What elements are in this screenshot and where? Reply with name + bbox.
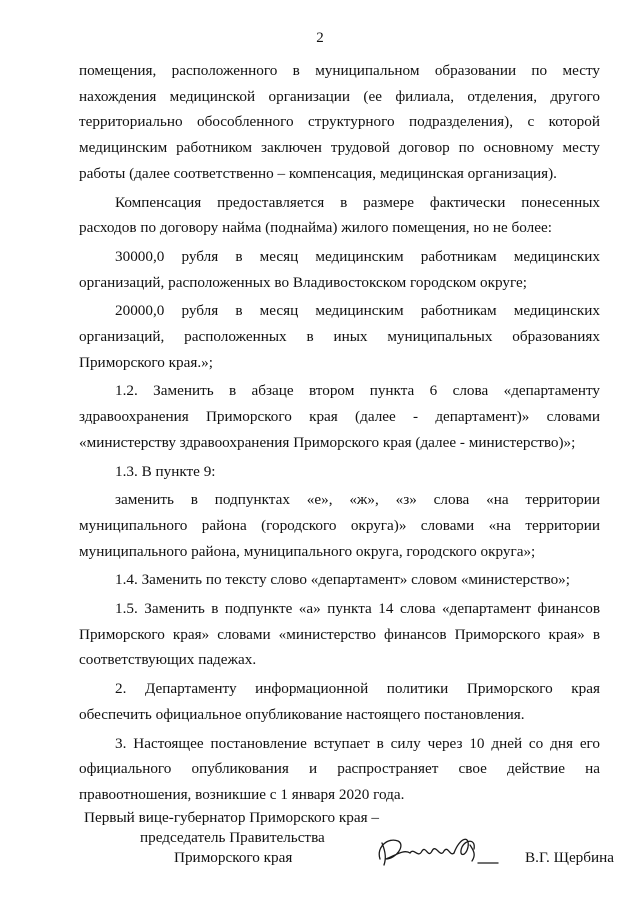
paragraph-item-1-5: 1.5. Заменить в подпункте «а» пункта 14 слова «департамент финансов Приморского края» словами «министерство финансов Приморского края» в соответствующих падежах. xyxy=(79,600,600,669)
document-body xyxy=(79,58,600,811)
signatory-title-line-2: председатель Правительства xyxy=(140,829,325,846)
paragraph-item-3: 3. Настоящее постановление вступает в силу через 10 дней со дня его официального опубликования и распространяет свое действие на правоотношения, возникшие с 1 января 2020 года. xyxy=(79,734,600,803)
paragraph-other-municipalities-rate: 20000,0 рубля в месяц медицинским работникам медицинских организаций, расположенных в иных муниципальных образованиях Приморского края.»; xyxy=(79,302,600,371)
signature-block xyxy=(84,807,614,877)
handwritten-signature xyxy=(374,829,504,873)
page-number: 2 xyxy=(316,30,324,46)
paragraph-housing-compensation-definition: помещения, расположенного в муниципальном образовании по месту нахождения медицинской организации (ее филиала, отделения, другого территориально обособленного структурного подразделения), с которой медицинским работником заключен трудовой договор по основному месту работы (далее соответственно – компенсация, медицинская организация). xyxy=(79,62,600,182)
paragraph-item-1-2: 1.2. Заменить в абзаце втором пункта 6 слова «департаменту здравоохранения Приморского края (далее - департамент)» словами «министерству здравоохранения Приморского края (далее - министерство)»; xyxy=(79,382,600,451)
paragraph-item-2: 2. Департаменту информационной политики Приморского края обеспечить официальное опубликование настоящего постановления. xyxy=(79,680,600,723)
paragraph-item-1-4: 1.4. Заменить по тексту слово «департамент» словом «министерство»; xyxy=(115,571,570,589)
paragraph-item-1-3: 1.3. В пункте 9: xyxy=(115,462,216,480)
signatory-name: В.Г. Щербина xyxy=(525,849,614,866)
signatory-title-line-1: Первый вице-губернатор Приморского края – xyxy=(84,809,379,826)
paragraph-vladivostok-rate: 30000,0 рубля в месяц медицинским работникам медицинских организаций, расположенных во Владивостокском городском округе; xyxy=(79,247,600,291)
paragraph-compensation-amount: Компенсация предоставляется в размере фактически понесенных расходов по договору найма (поднайма) жилого помещения, но не более: xyxy=(79,193,600,237)
paragraph-item-1-3-replace: заменить в подпунктах «е», «ж», «з» слова «на территории муниципального района (городского округа)» словами «на территории муниципального района, муниципального округа, городского округа»; xyxy=(79,491,600,560)
signatory-title-line-3: Приморского края xyxy=(174,849,293,866)
